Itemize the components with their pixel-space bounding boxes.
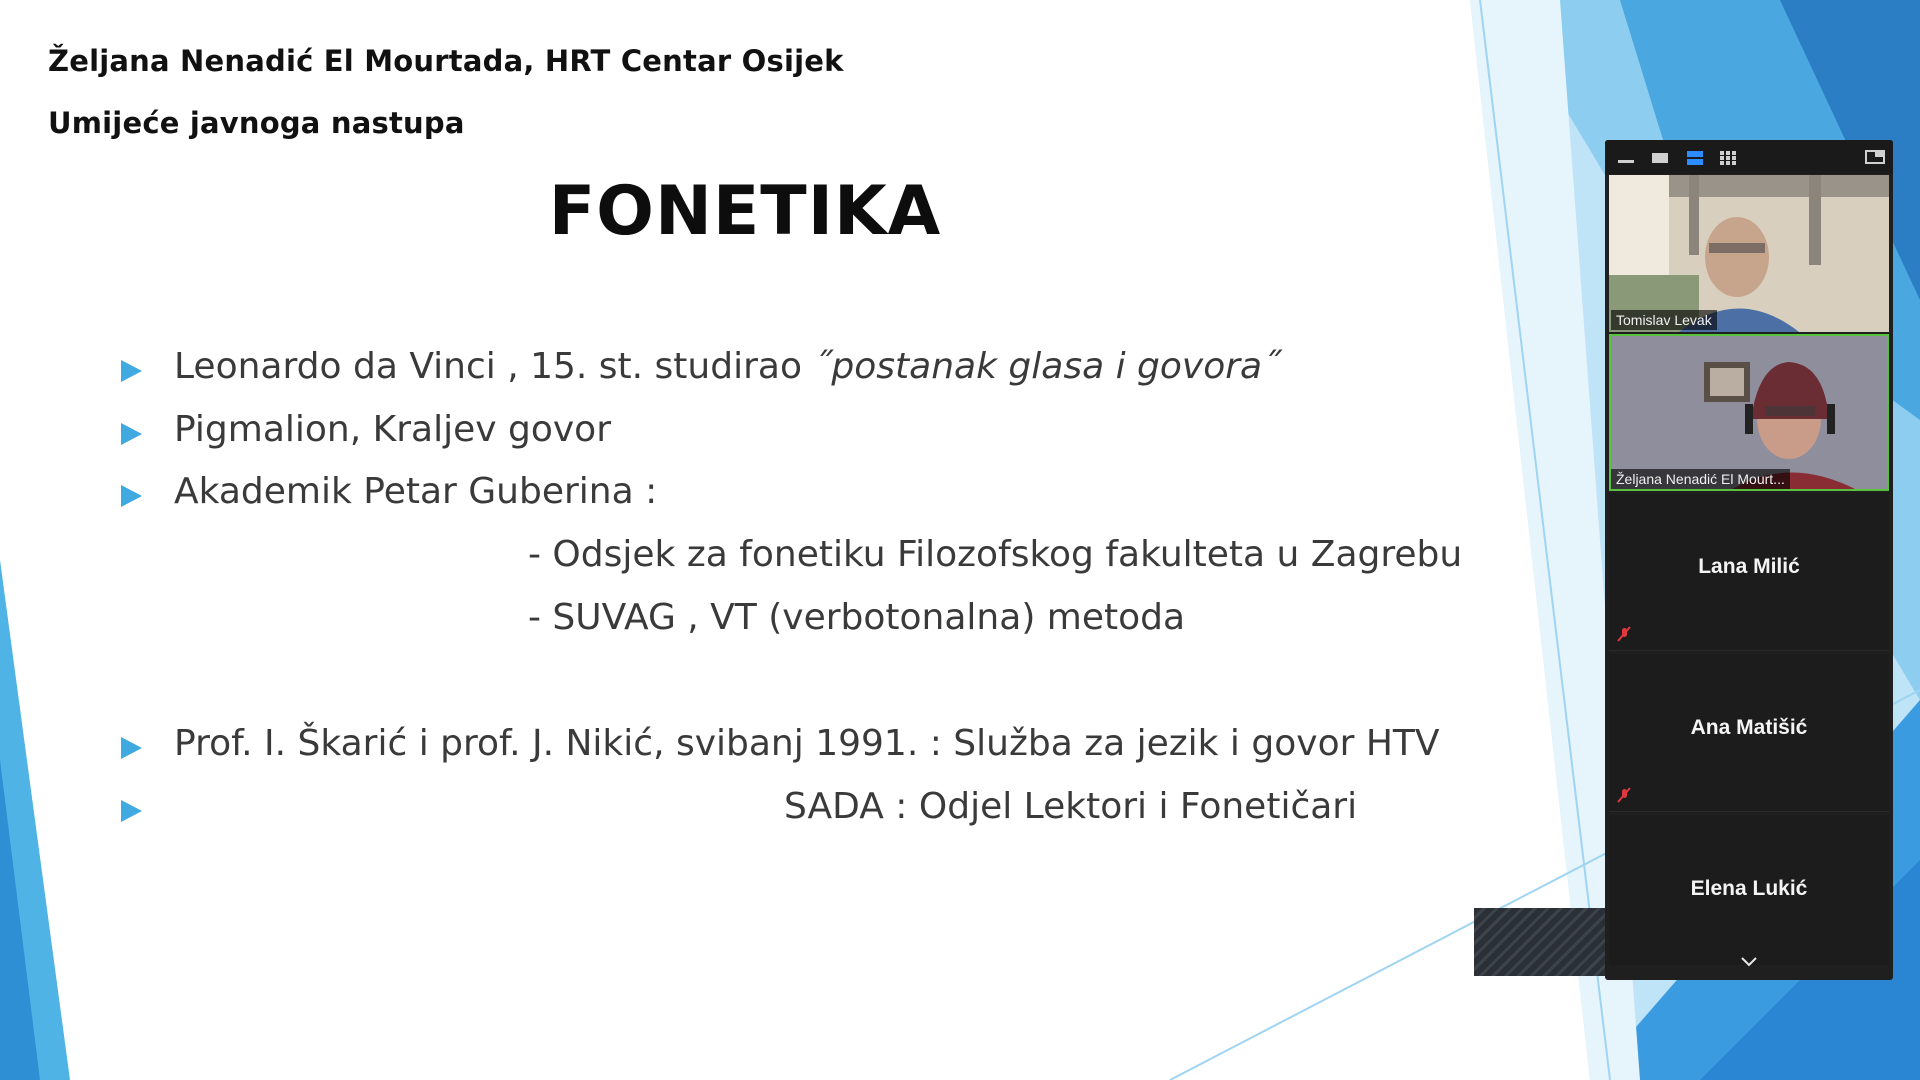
participant-name-label: Ana Matišić <box>1690 716 1808 739</box>
bullet-item: Akademik Petar Guberina : <box>174 471 658 512</box>
slide-header-author: Željana Nenadić El Mourtada, HRT Centar Osijek <box>48 44 844 78</box>
bullet-quote: ˝postanak glasa i govora˝ <box>813 346 1281 387</box>
participant-tile[interactable] <box>1609 493 1889 651</box>
participant-video-tile[interactable] <box>1609 175 1889 332</box>
bullet-text: Leonardo da Vinci , 15. st. studirao <box>174 346 814 387</box>
minimize-icon[interactable] <box>1617 150 1635 164</box>
muted-mic-icon <box>1615 625 1633 643</box>
video-gallery-panel <box>1605 140 1893 980</box>
participant-name-label: Tomislav Levak <box>1611 310 1717 330</box>
bullet-arrow-icon <box>121 485 142 507</box>
slide-title: FONETIKA <box>548 172 942 251</box>
bullet-arrow-icon <box>121 737 142 759</box>
bullet-item: Prof. I. Škarić i prof. J. Nikić, svibanj 1991. : Služba za jezik i govor HTV <box>174 723 1440 764</box>
participant-video-feed <box>1609 175 1889 332</box>
bullet-item: Pigmalion, Kraljev govor <box>174 409 612 450</box>
sub-bullet-item: - SUVAG , VT (verbotonalna) metoda <box>528 597 1186 638</box>
slide-header-subtitle: Umijeće javnoga nastupa <box>48 106 465 140</box>
decorative-stripe-band <box>1474 908 1608 976</box>
single-video-icon[interactable] <box>1651 150 1669 164</box>
bullet-arrow-icon <box>121 423 142 445</box>
participant-name-label: Elena Lukić <box>1690 877 1808 900</box>
sub-bullet-item: - Odsjek za fonetiku Filozofskog fakulteta u Zagrebu <box>528 534 1463 575</box>
scroll-down-chevron-icon[interactable] <box>1739 955 1759 969</box>
bullet-arrow-icon <box>121 360 142 382</box>
strip-view-icon[interactable] <box>1686 150 1704 166</box>
muted-mic-icon <box>1615 786 1633 804</box>
participant-name-label: Lana Milić <box>1698 555 1800 578</box>
bullet-arrow-icon <box>121 800 142 822</box>
bullet-item <box>174 346 1280 387</box>
participant-name-label: Željana Nenadić El Mourt... <box>1611 469 1790 489</box>
participant-tile[interactable] <box>1609 815 1889 965</box>
bullet-item: SADA : Odjel Lektori i Fonetičari <box>784 786 1358 827</box>
participant-tile[interactable] <box>1609 654 1889 812</box>
grid-view-icon[interactable] <box>1719 150 1737 166</box>
exit-fullscreen-icon[interactable] <box>1865 150 1885 164</box>
gallery-toolbar <box>1605 140 1893 174</box>
participant-video-tile[interactable] <box>1609 334 1889 491</box>
participant-video-feed <box>1609 334 1889 491</box>
